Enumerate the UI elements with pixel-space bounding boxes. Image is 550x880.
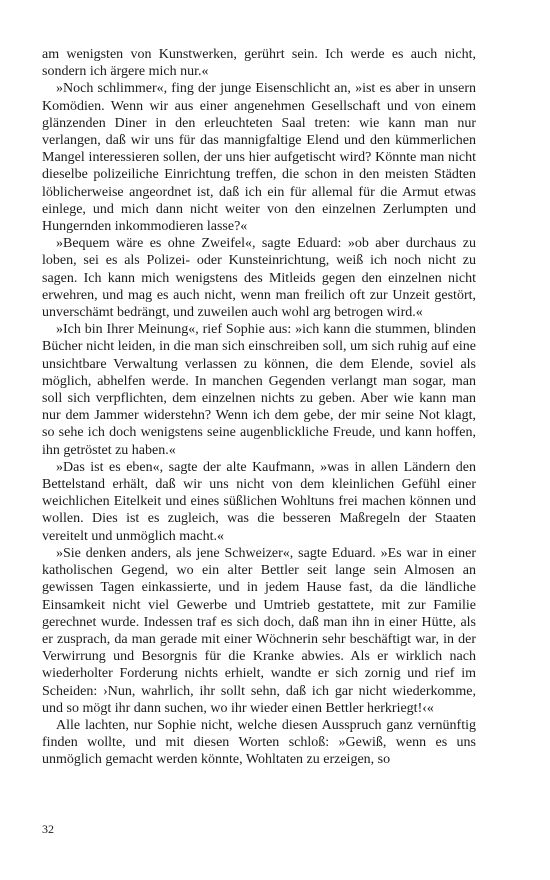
- paragraph-7: Alle lachten, nur Sophie nicht, welche diesen Ausspruch ganz vernünftig finden wollte, und mit diesen Worten schloß: »Gewiß, wenn es uns unmöglich gemacht werden könnte, Wohltaten zu erzeigen, so: [42, 717, 476, 768]
- page-number: 32: [42, 822, 54, 836]
- paragraph-4: »Ich bin Ihrer Meinung«, rief Sophie aus: »ich kann die stummen, blinden Bücher nicht leiden, in die man sich einschreiben soll, um sich ruhig auf eine unsichtbare Verwaltung verlassen zu können, die dem Elende, soviel als möglich, abhelfen werde. In manchen Gegenden verlangt man sogar, man soll sich verpflichten, dem einzelnen nichts zu geben. Aber wie kann man nur dem Jammer widerstehn? Wenn ich dem gebe, der mir seine Not klagt, so sehe ich doch wenigstens seine augenblickliche Freude, und kann hoffen, ihn getröstet zu haben.«: [42, 322, 476, 458]
- paragraph-5: »Das ist es eben«, sagte der alte Kaufmann, »was in allen Ländern den Bettelstand erhält, daß wir uns nicht von dem kleinlichen Gefühl einer weichlichen Eitelkeit und eines süßlichen Wohltuns frei machen können und wollen. Dies ist es zugleich, was die besseren Maßregeln der Staaten vereitelt und unmöglich macht.«: [42, 459, 476, 544]
- paragraph-1: am wenigsten von Kunstwerken, gerührt sein. Ich werde es auch nicht, sondern ich ärgere mich nur.«: [42, 47, 476, 80]
- paragraph-2: »Noch schlimmer«, fing der junge Eisenschlicht an, »ist es aber in unsern Komödien. Wenn wir aus einer angenehmen Gesellschaft und von einem glänzenden Diner in den erleuchteten Saal treten: wie kann man nur verlangen, daß wir uns für das mannigfaltige Elend und den kümmerlichen Mangel interessieren sollen, der uns hier aufgetischt wird? Könnte man nicht dieselbe polizeiliche Einrichtung treffen, die schon in den meisten Städten löblicherweise angeordnet ist, daß ich ein für allemal für die Armut etwas einlege, und mich dann nicht weiter von den einzelnen Zerlumpten und Hungernden inkommodieren lasse?«: [42, 81, 476, 235]
- page-body: [42, 46, 476, 769]
- paragraph-3: »Bequem wäre es ohne Zweifel«, sagte Eduard: »ob aber durchaus zu loben, sei es als Polizei- oder Kunsteinrichtung, weiß ich noch nicht zu sagen. Ich kann mich wenigstens des Mitleids gegen den einzelnen nicht erwehren, und mag es auch nicht, wenn man freilich oft zur Unzeit gestört, unverschämt bedrängt, und zuweilen auch wohl arg betrogen wird.«: [42, 236, 476, 321]
- paragraph-6: »Sie denken anders, als jene Schweizer«, sagte Eduard. »Es war in einer katholischen Gegend, wo ein alter Bettler seit lange sein Almosen an gewissen Tagen einkassierte, und in jedem Hause fast, da die ländliche Einsamkeit nicht viel Gewerbe und Umtrieb gestattete, mit zur Familie gerechnet wurde. Indessen traf es sich doch, daß man ihn in einer Hütte, als er zusprach, da man gerade mit einer Wöchnerin sehr beschäftigt war, in der Verwirrung und Besorgnis für die Kranke abwies. Als er wirklich nach wiederholter Forderung nichts erhielt, wandte er sich zornig und rief im Scheiden: ›Nun, wahrlich, ihr sollt sehn, daß ich gar nicht wiederkomme, und so mögt ihr dann suchen, wo ihr wieder einen Bettler herkriegt!‹«: [42, 545, 476, 716]
